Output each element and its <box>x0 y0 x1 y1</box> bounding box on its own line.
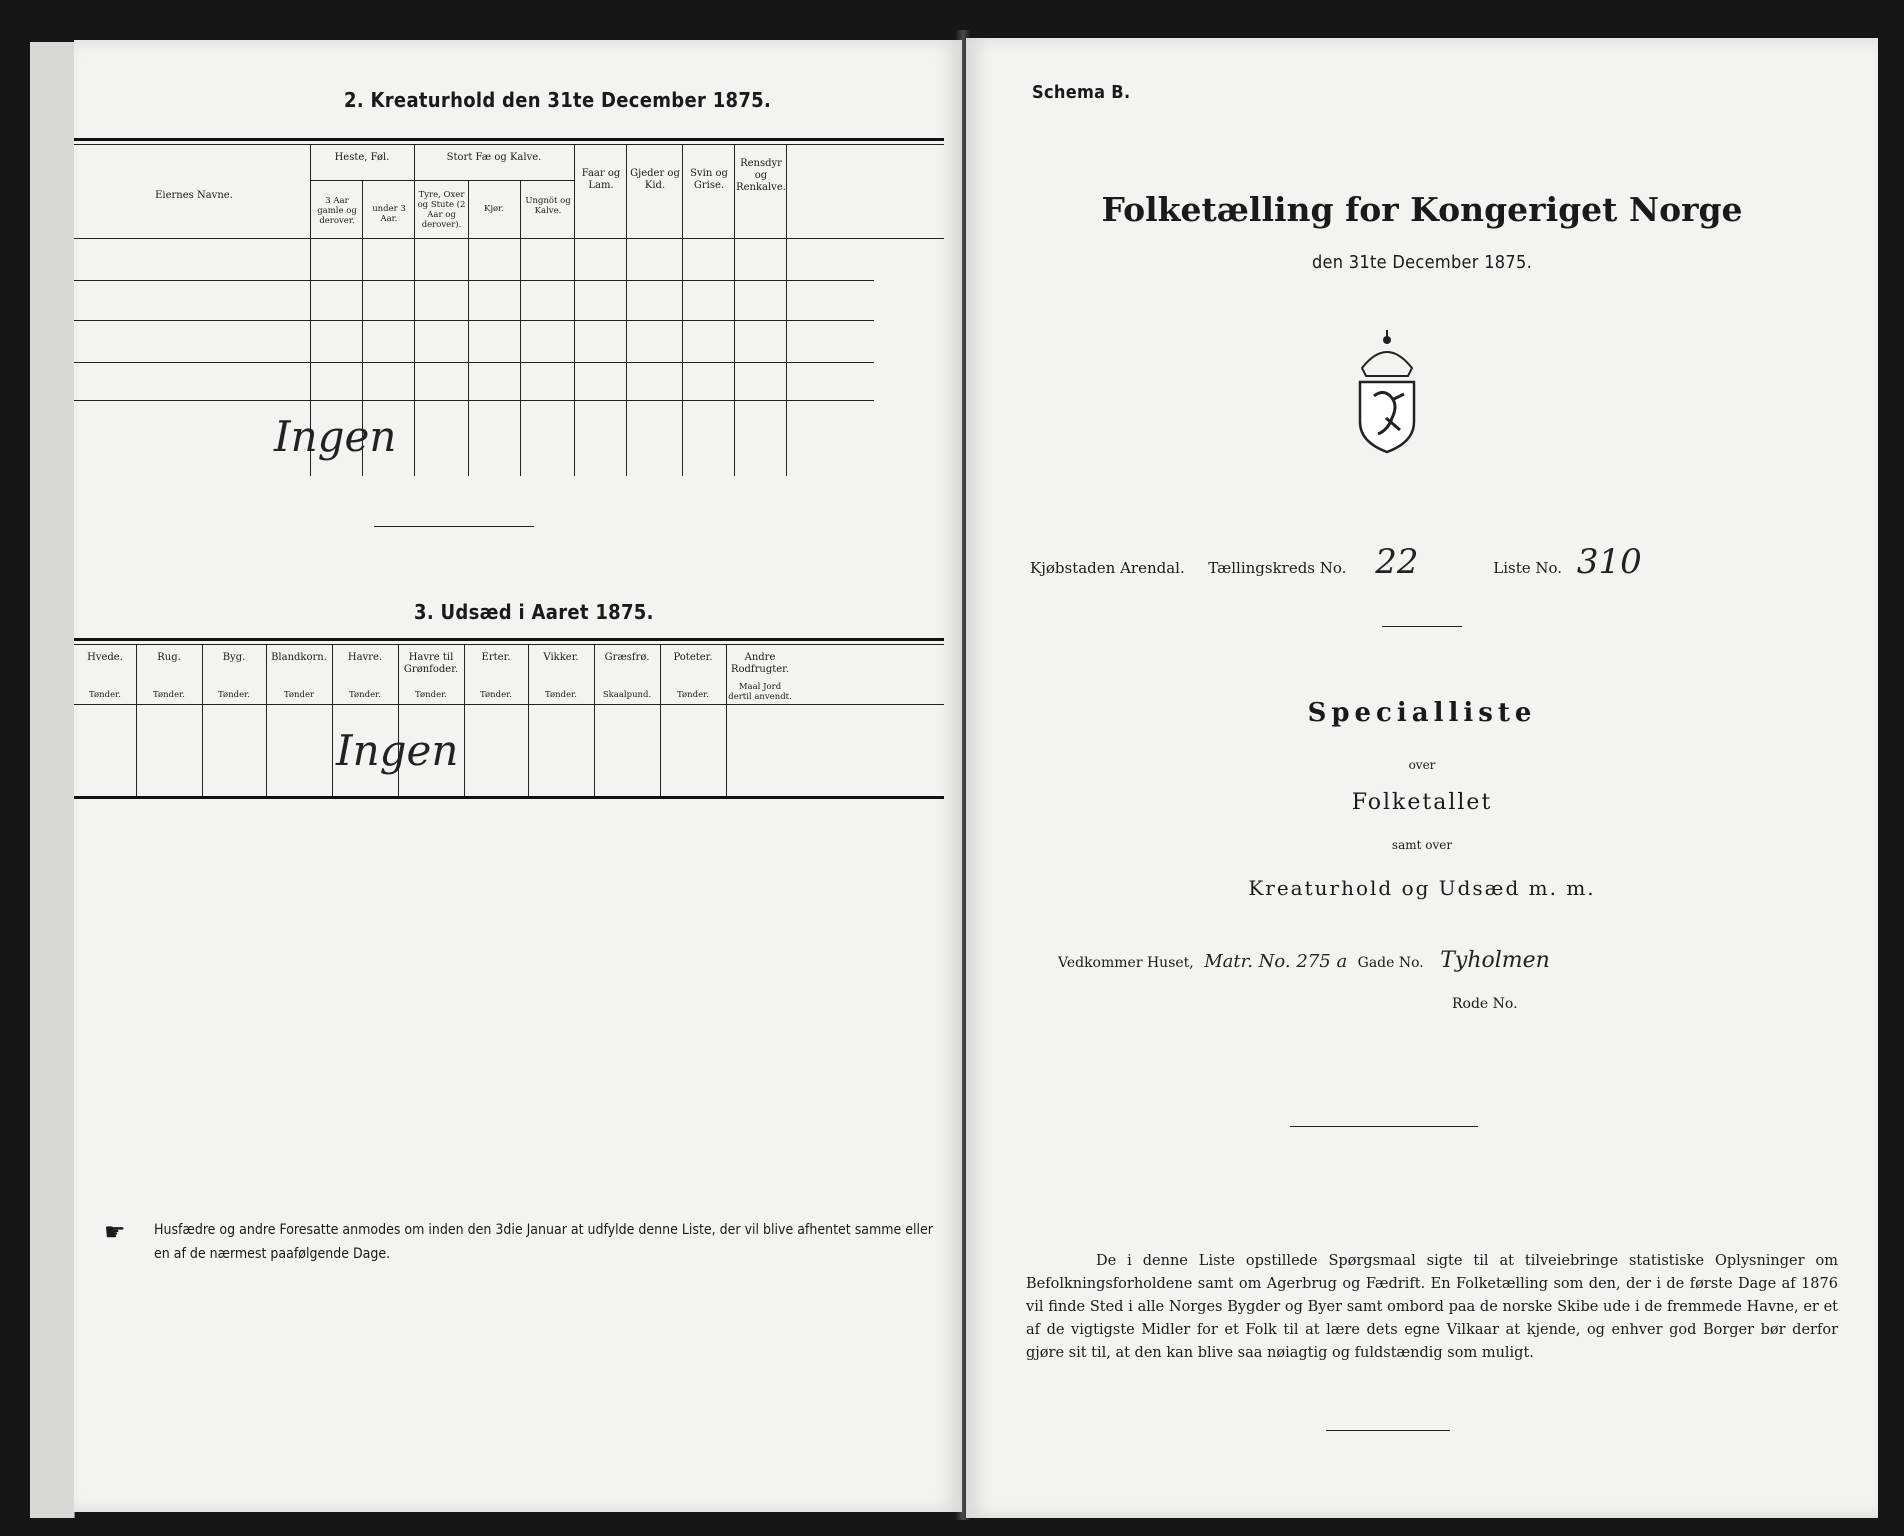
section3-title: 3. Udsæd i Aaret 1875. <box>414 600 654 624</box>
seed-unit-10: Maal Jord dertil anvendt. <box>728 682 792 702</box>
list-label: Liste No. <box>1493 559 1563 577</box>
cows-header: Kjør. <box>484 204 504 214</box>
house-value: Matr. No. 275 a <box>1204 951 1348 972</box>
seed-header-10: Andre Rodfrugter. <box>730 652 790 675</box>
cattle-header: Stort Fæ og Kalve. <box>446 152 542 163</box>
list-number: 310 <box>1576 542 1642 582</box>
bulls-header: Tyre, Oxer og Stute (2 Aar og derover). <box>417 190 466 230</box>
house-line <box>1058 948 1550 973</box>
seed-unit-7: Tønder. <box>545 690 577 700</box>
seed-header-8: Græsfrø. <box>604 652 650 663</box>
seed-header-0: Hvede. <box>87 652 123 663</box>
seed-unit-1: Tønder. <box>153 690 185 700</box>
seed-unit-2: Tønder. <box>218 690 250 700</box>
list-info-line <box>1030 542 1642 582</box>
explanatory-paragraph: De i denne Liste opstillede Spørgsmaal sigte til at tilveiebringe statistiske Oplysninger om Befolkningsforholdene samt om Agerbrug og Fædrift. En Folketælling som den, der i de første Dage af 1876 vil finde Sted i alle Norges Bygder og Byer samt ombord paa de norske Skibe ude i de fremmede Havne, er et af de vigtigste Midler for et Folk til at lære dets egne Vilkaar at kjende, og enhver god Borger bør derfor gjøre sit til, at den kan blive saa nøiagtig og fuldstændig som muligt. <box>1026 1253 1838 1361</box>
seed-unit-5: Tønder. <box>415 690 447 700</box>
pointing-hand-icon: ☛ <box>104 1218 126 1246</box>
seed-unit-3: Tønder <box>283 690 315 700</box>
samt-over-text: samt over <box>1391 838 1453 852</box>
seed-unit-0: Tønder. <box>89 690 121 700</box>
census-date: den 31te December 1875. <box>1311 252 1533 273</box>
schema-label: Schema B. <box>1032 82 1131 103</box>
handwritten-livestock-entry: Ingen <box>274 412 397 461</box>
over-text: over <box>1408 758 1436 772</box>
seed-header-7: Vikker. <box>543 652 579 663</box>
district-label: Tællingskreds No. <box>1208 559 1347 577</box>
seed-header-3: Blandkorn. <box>271 652 327 663</box>
short-divider <box>1382 626 1462 627</box>
divider <box>1326 1430 1450 1431</box>
divider <box>374 526 534 527</box>
pigs-header: Svin og Grise. <box>690 168 728 191</box>
seed-header-2: Byg. <box>222 652 246 663</box>
district-number: 22 <box>1375 542 1419 582</box>
reindeer-header: Rensdyr og Renkalve. <box>736 158 786 193</box>
seed-unit-6: Tønder. <box>480 690 512 700</box>
sheep-header: Faar og Lam. <box>581 168 621 191</box>
page-edge <box>58 42 75 1518</box>
coat-of-arms-icon <box>1352 326 1422 456</box>
horses-over-3-header: 3 Aar gamle og derover. <box>317 196 357 226</box>
folketallet-text: Folketallet <box>1351 790 1493 815</box>
seed-unit-9: Tønder. <box>677 690 709 700</box>
street-value: Tyholmen <box>1440 948 1550 973</box>
kreaturhold-text: Kreaturhold og Udsæd m. m. <box>1248 876 1596 900</box>
rode-label: Rode No. <box>1452 996 1518 1012</box>
horses-under-3-header: under 3 Aar. <box>372 204 406 224</box>
right-page <box>966 38 1878 1518</box>
seed-unit-4: Tønder. <box>349 690 381 700</box>
seed-header-9: Poteter. <box>673 652 713 663</box>
seed-header-6: Erter. <box>481 652 511 663</box>
house-label: Vedkommer Huset, <box>1058 955 1194 971</box>
goats-header: Gjeder og Kid. <box>630 168 680 191</box>
seed-header-4: Havre. <box>347 652 383 663</box>
seed-unit-8: Skaalpund. <box>602 690 652 700</box>
calves-header: Ungnöt og Kalve. <box>525 196 571 216</box>
left-page <box>74 40 962 1512</box>
seed-header-5: Havre til Grønfoder. <box>403 652 459 675</box>
seed-header-1: Rug. <box>157 652 181 663</box>
instruction-notice: Husfædre og andre Foresatte anmodes om inden den 3die Januar at udfylde denne Liste, der vil blive afhentet samme eller en af de nærmest paafølgende Dage. <box>154 1222 933 1262</box>
street-label: Gade No. <box>1357 955 1424 971</box>
census-title: Folketælling for Kongeriget Norge <box>1101 190 1743 229</box>
horses-header: Heste, Føl. <box>334 152 390 163</box>
section2-title: 2. Kreaturhold den 31te December 1875. <box>344 88 772 112</box>
handwritten-seed-entry: Ingen <box>336 726 459 775</box>
special-list-title: Specialliste <box>1307 698 1537 728</box>
divider <box>1290 1126 1478 1127</box>
town-label: Kjøbstaden Arendal. <box>1030 559 1185 577</box>
owner-name-header: Eiernes Navne. <box>155 190 233 201</box>
